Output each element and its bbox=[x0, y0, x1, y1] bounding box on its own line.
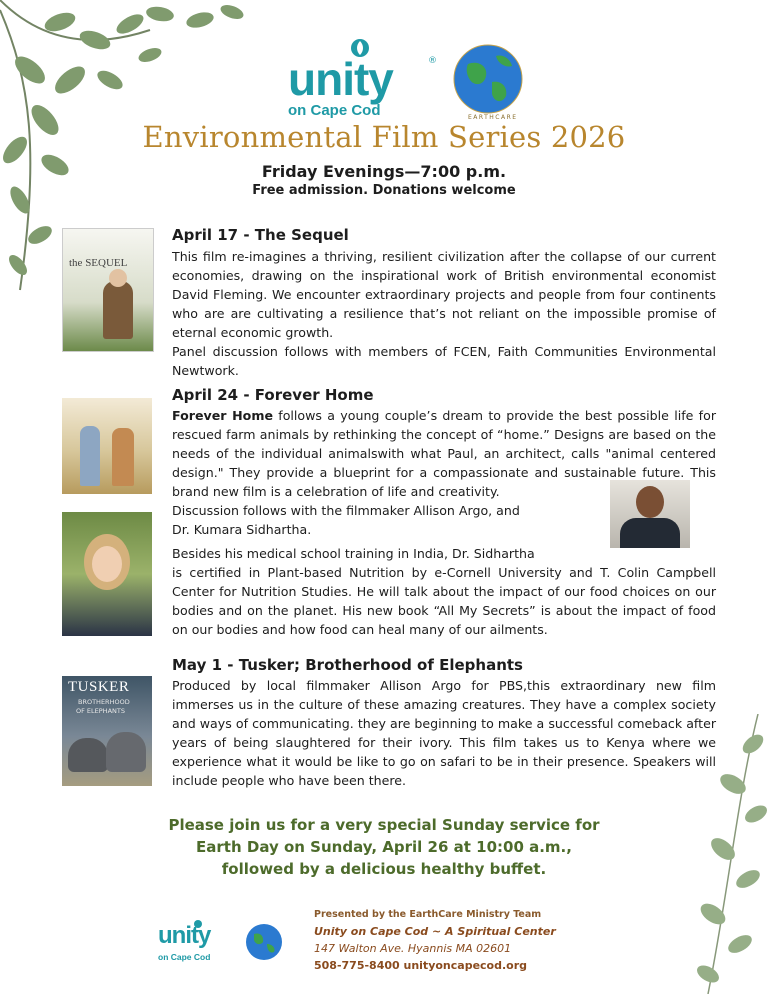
photo-person-1 bbox=[80, 426, 100, 486]
poster-elephant-2 bbox=[106, 732, 146, 772]
earth-day-invite bbox=[0, 814, 768, 880]
poster-figure bbox=[103, 281, 133, 339]
photo-head bbox=[636, 486, 664, 518]
admission-note: Free admission. Donations welcome bbox=[252, 183, 516, 198]
film-heading-tusker: May 1 - Tusker; Brotherhood of Elephants bbox=[172, 656, 523, 674]
logo-subline: on Cape Cod bbox=[288, 102, 381, 119]
film-heading-forever-home: April 24 - Forever Home bbox=[172, 386, 374, 404]
poster-elephant-1 bbox=[68, 738, 108, 772]
photo-allison-argo bbox=[62, 512, 152, 636]
poster-face bbox=[109, 269, 127, 287]
schedule-subtitle: Friday Evenings—7:00 p.m. bbox=[261, 162, 507, 181]
bio-body: is certified in Plant-based Nutrition by e-Cornell University and T. Colin Campbell Center for Nutrition Studies. He will talk about the impact of our food choices on our bodies and on the planet. His new book “All My Secrets” is about the impact of food on our bodies and how food can heal many of our ailments. bbox=[172, 565, 716, 637]
invite-line-3: followed by a delicious healthy buffet. bbox=[221, 860, 547, 878]
invite-line-1: Please join us for a very special Sunday service for bbox=[168, 816, 600, 834]
footer-logo-subline: on Cape Cod bbox=[158, 952, 211, 962]
earthcare-ring-text: EARTHCARE bbox=[468, 114, 518, 121]
photo-face bbox=[92, 546, 122, 582]
discussion-note bbox=[172, 501, 520, 539]
poster-title: the SEQUEL bbox=[69, 257, 128, 269]
poster-title: TUSKER bbox=[68, 679, 130, 695]
paragraph: Produced by local filmmaker Allison Argo for PBS,this extraordinary new film immerses us in the culture of these amazing creatures. They have a complex society and ways of communicating. they are beginning to make a successful comeback after years of being slaughtered for their ivory. This film takes us to Kenya where we experience what it would be like to go on safari to be in their presence. Speakers will include people who have been there. bbox=[172, 678, 716, 788]
page-title: Environmental Film Series 2026 bbox=[142, 120, 626, 154]
film-heading-sequel: April 17 - The Sequel bbox=[172, 226, 349, 244]
poster-subtitle-2: OF ELEPHANTS bbox=[76, 707, 125, 715]
discussion-line-1: Discussion follows with the filmmaker Allison Argo, and bbox=[172, 503, 520, 518]
paragraph: Panel discussion follows with members of FCEN, Faith Communities Environmental Newtwork. bbox=[172, 344, 716, 378]
footer-logo-wordmark: unity bbox=[158, 922, 211, 949]
bio-line-1: Besides his medical school training in India, Dr. Sidhartha bbox=[172, 546, 535, 561]
invite-line-2: Earth Day on Sunday, April 26 at 10:00 a.m., bbox=[196, 838, 572, 856]
presented-by: Presented by the EarthCare Ministry Team bbox=[314, 909, 542, 920]
doctor-bio bbox=[172, 544, 716, 639]
address: 147 Walton Ave. Hyannis MA 02601 bbox=[314, 942, 512, 955]
lead-rest: follows a young couple’s dream to provide the best possible life for rescued farm animals by rethinking the concept of “home.” Designs are based on the needs of the individual animalswith what Paul, an architect, calls "animal centered design." They provide a blueprint for a compassionate and sustainable future. This brand new film is a celebration of life and creativity. bbox=[172, 408, 716, 499]
unity-logo-footer bbox=[156, 918, 296, 964]
unity-logo bbox=[288, 36, 550, 122]
lead-bold: Forever Home bbox=[172, 408, 273, 423]
paragraph: This film re-imagines a thriving, resilient civilization after the collapse of our current economies, drawing on the inspirational work of British environmental economist David Fleming. We encounter extraordinary projects and people from four continents who are are cultivating a resilience that’s not reliant on the impossible promise of eternal economic growth. bbox=[172, 249, 716, 340]
center-name: Unity on Cape Cod ~ A Spiritual Center bbox=[314, 925, 556, 938]
film-description-tusker bbox=[172, 676, 716, 790]
photo-forever-home-couple bbox=[62, 398, 152, 494]
registered-mark: ® bbox=[428, 56, 437, 66]
contact-info: 508-775-8400 unityoncapecod.org bbox=[314, 959, 528, 972]
footer-info bbox=[314, 906, 574, 974]
poster-the-sequel bbox=[62, 228, 154, 352]
poster-tusker bbox=[62, 676, 152, 786]
poster-subtitle-1: BROTHERHOOD bbox=[78, 698, 130, 706]
logo-wordmark: unity bbox=[288, 53, 393, 105]
photo-dr-sidhartha bbox=[610, 480, 690, 548]
photo-person-2 bbox=[112, 428, 134, 486]
discussion-line-2: Dr. Kumara Sidhartha. bbox=[172, 522, 312, 537]
film-description-sequel bbox=[172, 247, 716, 380]
